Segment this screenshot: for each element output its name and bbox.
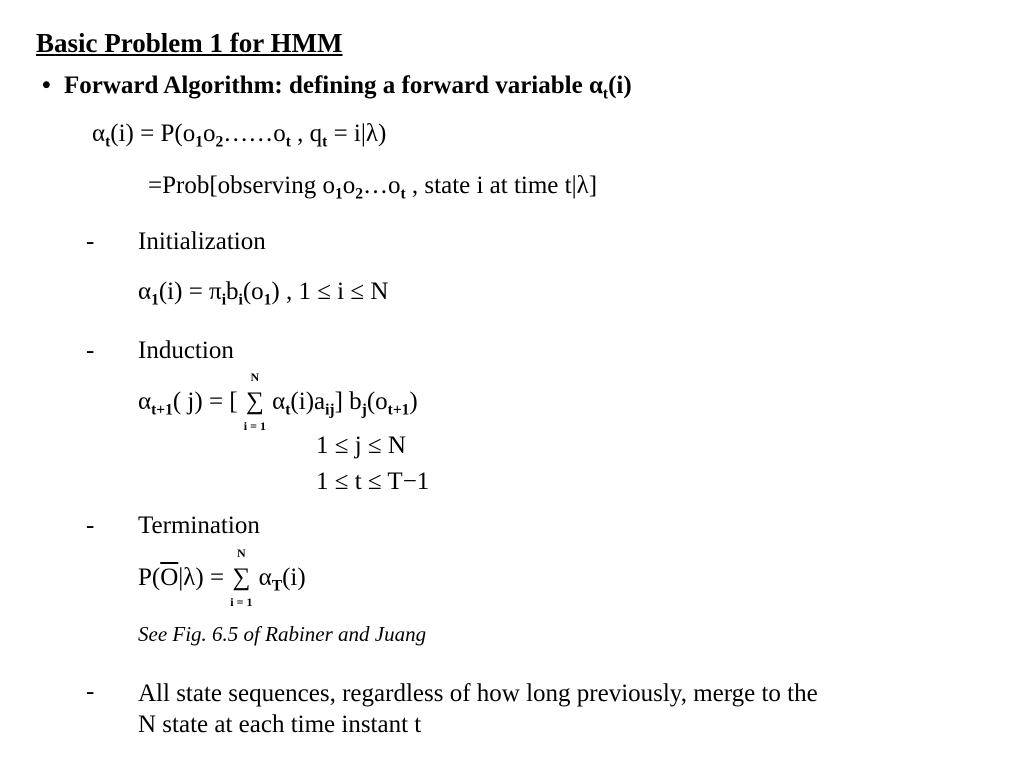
definition-line-1 [92,120,386,151]
init-alpha-sub: 1 [151,291,159,309]
ind-mid4: (o [366,388,388,415]
dash-initialization: - [86,228,95,255]
term-sum-bottom: i = 1 [230,595,253,609]
induction-condition-t: 1 ≤ t ≤ T−1 [316,468,430,495]
dash-termination: - [86,512,95,539]
termination-equation [138,546,306,609]
init-o-sub: 1 [263,291,272,309]
init-end: ) , 1 ≤ i ≤ N [271,278,389,305]
term-sum-top: N [237,546,246,560]
ind-mid2: (i)a [290,388,326,415]
init-b: b [226,278,239,305]
term-sum [230,546,253,609]
induction-equation [138,370,418,433]
dash-merge: - [86,678,95,705]
induction-condition-j: 1 ≤ j ≤ N [316,432,406,459]
merge-paragraph [138,678,978,741]
dash-induction: - [86,337,95,364]
def-lhs: (i) = P(o [110,120,196,147]
bullet-forward-algorithm [42,72,632,103]
ind-o-sub: t+1 [387,401,410,419]
term-o-bar: $\overline{O}$ [160,564,179,591]
init-pi-sub: i [221,291,226,309]
induction-label: Induction [138,337,234,364]
ind-sum-symbol: ∑ [245,388,264,415]
ind-alpha-sub: t+1 [151,401,173,419]
term-p: P( [138,564,161,591]
def2-ot-sub: t [400,185,406,203]
ind-alpha: α [138,388,152,415]
init-mid1: (i) = π [158,278,222,305]
figure-reference-note: See Fig. 6.5 of Rabiner and Juang [138,622,427,646]
term-mid: |λ) = [178,564,231,591]
merge-line-2: N state at each time instant t [138,711,422,739]
init-b-sub: i [238,291,243,309]
initialization-equation [138,278,388,309]
bullet-dot-icon: • [42,72,51,99]
def2-o: o [342,172,356,199]
def-o: o [202,120,216,147]
ind-alpha2: α [272,388,286,415]
ind-sum [243,370,266,433]
def-end: = i|λ) [327,120,387,147]
bullet-alpha-sub: t [602,85,609,103]
def2-dots: …o [363,172,401,199]
ind-sum-top: N [250,370,260,384]
term-alpha: α [258,564,272,591]
init-alpha: α [138,278,152,305]
term-alpha-sub: T [271,577,283,595]
def-dots: ……o [223,120,286,147]
def-mid: , q [290,120,323,147]
termination-label: Termination [138,512,260,539]
def-qt-sub: t [322,133,328,151]
init-o: (o [242,278,264,305]
bullet-alpha: α [588,72,603,99]
term-sum-symbol: ∑ [232,564,251,591]
ind-b-sub: j [361,401,367,419]
def-ot-sub: t [285,133,291,151]
ind-mid1: ( j) = [ [172,388,244,415]
def2-o1-sub: 1 [335,185,343,203]
ind-sum-bottom: i = 1 [243,419,266,433]
def-o2-sub: 2 [215,133,224,151]
ind-alpha2-sub: t [285,401,291,419]
def-alpha-sub: t [105,133,111,151]
def-alpha: α [92,120,106,147]
def2-o2-sub: 2 [355,185,363,203]
ind-a-sub: ij [325,401,335,419]
bullet-arg: (i) [608,72,632,99]
initialization-label: Initialization [138,228,266,255]
def-o1-sub: 1 [195,133,203,151]
term-end: (i) [282,564,306,591]
def2-start: =Prob[observing o [148,172,335,199]
ind-mid3: ] b [334,388,362,415]
def2-end: , state i at time t|λ] [405,172,598,199]
bullet-text: Forward Algorithm: defining a forward variable [64,72,589,99]
merge-line-1: All state sequences, regardless of how long previously, merge to the [138,680,818,707]
ind-end: ) [409,388,418,415]
definition-line-2 [148,172,597,203]
slide-title: Basic Problem 1 for HMM [36,28,343,58]
